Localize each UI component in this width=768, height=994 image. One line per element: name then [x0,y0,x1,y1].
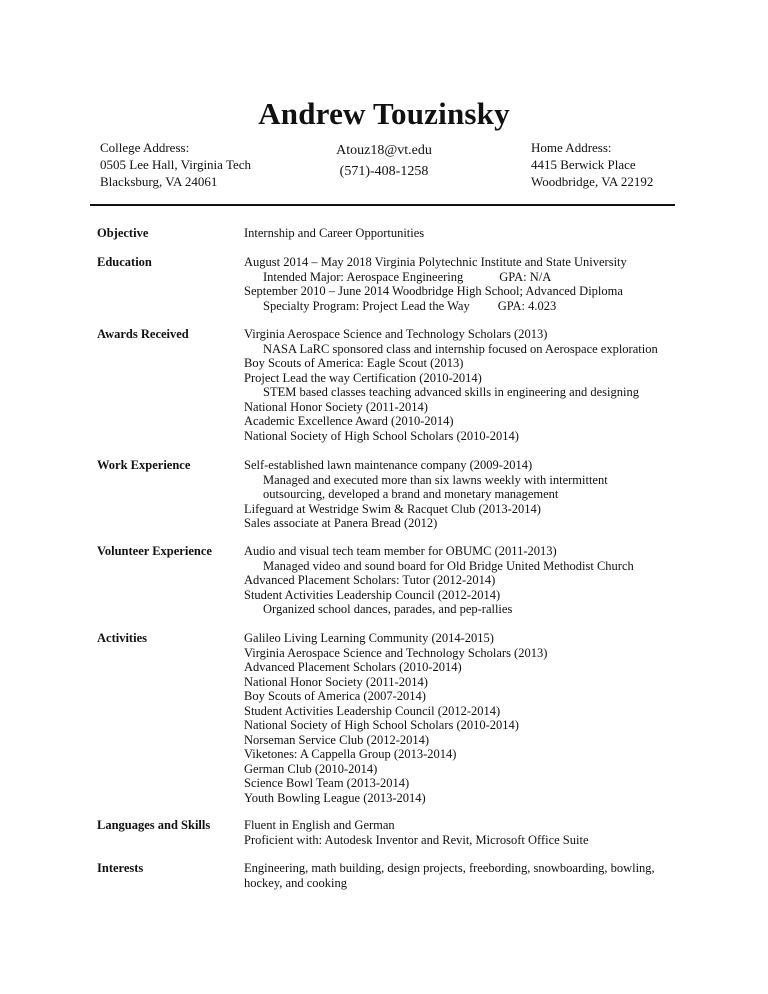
list-item: Organized school dances, parades, and pep-rallies [263,602,513,616]
list-item: Science Bowl Team (2013-2014) [244,776,410,790]
list-item: Viketones: A Cappella Group (2013-2014) [244,747,457,761]
list-item: Galileo Living Learning Community (2014-2015) [244,631,494,645]
header-divider [90,204,675,206]
college-address [100,139,251,190]
list-item: National Society of High School Scholars (2010-2014) [244,428,519,443]
resume-name: Andrew Touzinsky [258,96,510,131]
list-item: Student Activities Leadership Council (2012-2014) [244,587,501,602]
list-item: Audio and visual tech team member for OBUMC (2011-2013) [244,544,557,558]
list-item: NASA LaRC sponsored class and internship focused on Aerospace exploration [263,341,658,356]
list-item: Fluent in English and German [244,818,395,832]
list-item: Virginia Aerospace Science and Technology Scholars (2013) [244,327,548,341]
list-item: August 2014 – May 2018 Virginia Polytechnic Institute and State University [244,255,627,269]
home-address-line1: 4415 Berwick Place [531,157,636,172]
list-item: hockey, and cooking [244,875,347,890]
section-title: Work Experience [97,458,191,472]
email: Atouz18@vt.edu [336,143,432,158]
home-address-line2: Woodbridge, VA 22192 [531,174,654,189]
list-item: Advanced Placement Scholars: Tutor (2012-2014) [244,573,496,587]
list-item: September 2010 – June 2014 Woodbridge High School; Advanced Diploma [244,284,623,298]
list-item: Managed video and sound board for Old Bridge United Methodist Church [263,558,634,573]
college-address-line1: 0505 Lee Hall, Virginia Tech [100,157,252,172]
list-item: Project Lead the way Certification (2010-2014) [244,370,482,385]
list-item: Managed and executed more than six lawns weekly with intermittent [263,472,608,487]
list-item: German Club (2010-2014) [244,761,378,776]
home-address-label: Home Address: [531,140,612,155]
list-item: National Honor Society (2011-2014) [244,399,428,414]
section-title: Volunteer Experience [97,544,212,558]
list-item: Norseman Service Club (2012-2014) [244,732,430,747]
home-address [531,139,653,190]
list-item: Student Activities Leadership Council (2012-2014) [244,703,501,718]
list-item: Academic Excellence Award (2010-2014) [244,414,454,428]
list-item: Specialty Program: Project Lead the Way GPA: 4.023 [263,298,557,313]
section-title: Activities [97,631,147,645]
list-item: STEM based classes teaching advanced skills in engineering and designing [263,385,639,399]
objective-text: Internship and Career Opportunities [244,226,425,240]
section-title: Awards Received [97,327,189,341]
list-item: National Society of High School Scholars (2010-2014) [244,718,519,732]
list-item: outsourcing, developed a brand and monetary management [263,487,559,501]
section-title: Objective [97,226,149,240]
college-address-label: College Address: [100,140,190,155]
list-item: Lifeguard at Westridge Swim & Racquet Club (2013-2014) [244,501,541,516]
list-item: Self-established lawn maintenance company (2009-2014) [244,458,533,472]
section-title: Interests [97,861,144,875]
list-item: Engineering, math building, design projects, freebording, snowboarding, bowling, [244,861,655,875]
college-address-line2: Blacksburg, VA 24061 [100,174,218,189]
list-item: Youth Bowling League (2013-2014) [244,790,426,805]
list-item: Intended Major: Aerospace Engineering GPA: N/A [263,269,552,284]
list-item: Sales associate at Panera Bread (2012) [244,516,438,530]
section-title: Education [97,255,152,269]
section-title: Languages and Skills [97,818,211,832]
list-item: Advanced Placement Scholars (2010-2014) [244,660,462,674]
phone: (571)-408-1258 [339,164,429,179]
list-item: Proficient with: Autodesk Inventor and Revit, Microsoft Office Suite [244,832,589,847]
list-item: Boy Scouts of America (2007-2014) [244,689,426,703]
contact-info [280,140,488,182]
list-item: National Honor Society (2011-2014) [244,674,428,689]
list-item: Virginia Aerospace Science and Technology Scholars (2013) [244,645,548,660]
list-item: Boy Scouts of America: Eagle Scout (2013) [244,356,464,370]
